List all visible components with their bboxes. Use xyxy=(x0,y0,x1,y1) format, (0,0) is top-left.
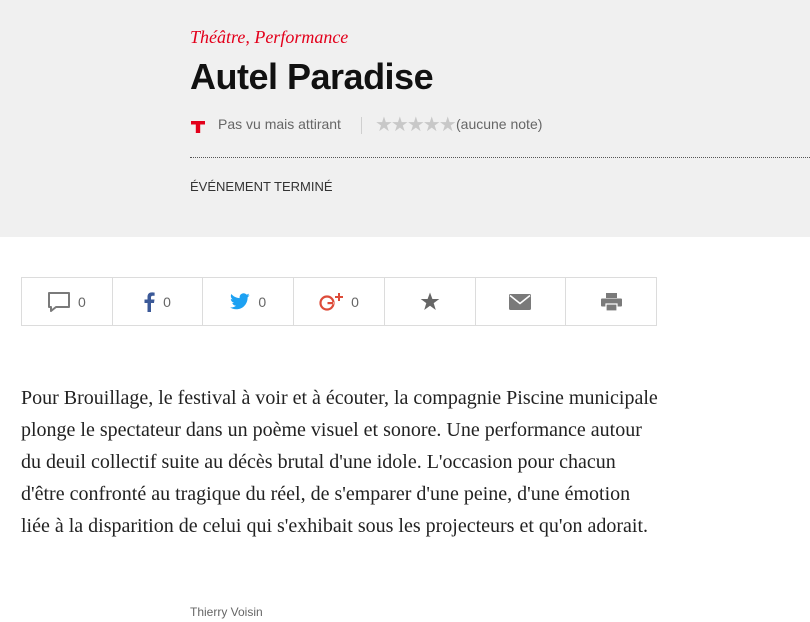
favorite-button[interactable] xyxy=(385,278,476,325)
twitter-share-button[interactable] xyxy=(203,278,294,325)
print-button[interactable] xyxy=(566,278,657,325)
facebook-icon xyxy=(144,292,155,312)
critic-opinion: Pas vu mais attirant xyxy=(218,116,341,132)
printer-icon xyxy=(601,293,622,311)
email-share-button[interactable] xyxy=(476,278,567,325)
star-icon xyxy=(420,292,440,311)
twitter-icon xyxy=(230,293,250,310)
article-author[interactable]: Thierry Voisin xyxy=(190,605,263,619)
reader-rating-stars[interactable]: ★★★★★ xyxy=(375,114,455,136)
googleplus-icon xyxy=(319,292,343,312)
meta-divider xyxy=(361,117,362,134)
article-body: Pour Brouillage, le festival à voir et à écouter, la compagnie Piscine municipale plonge le spectateur dans un poème visuel et sonore. Une performance autour du deuil collectif suite au décès brutal d'une idole. L'occasion pour chacun d'être confronté au tragique du réel, de s'emparer d'une peine, d'une émotion liée à la disparition de celui qui s'exhibait sous les projecteurs et qu'on adorait. xyxy=(21,387,658,537)
page-title: Autel Paradise xyxy=(190,56,434,97)
facebook-share-button[interactable] xyxy=(113,278,204,325)
twitter-count: 0 xyxy=(258,293,267,310)
facebook-count: 0 xyxy=(163,293,171,310)
googleplus-share-button[interactable] xyxy=(294,278,385,325)
comments-button[interactable] xyxy=(22,278,113,325)
header-divider xyxy=(190,157,810,158)
event-header xyxy=(0,0,810,237)
telerama-t-logo-icon xyxy=(191,120,205,134)
comment-icon xyxy=(48,292,70,312)
googleplus-count: 0 xyxy=(351,293,359,310)
event-category[interactable]: Théâtre, Performance xyxy=(190,27,349,47)
envelope-icon xyxy=(509,294,531,310)
comments-count: 0 xyxy=(77,293,86,310)
event-status-label: ÉVÉNEMENT TERMINÉ xyxy=(190,179,333,194)
rating-count-label: (aucune note) xyxy=(456,116,543,132)
share-toolbar xyxy=(21,277,657,326)
